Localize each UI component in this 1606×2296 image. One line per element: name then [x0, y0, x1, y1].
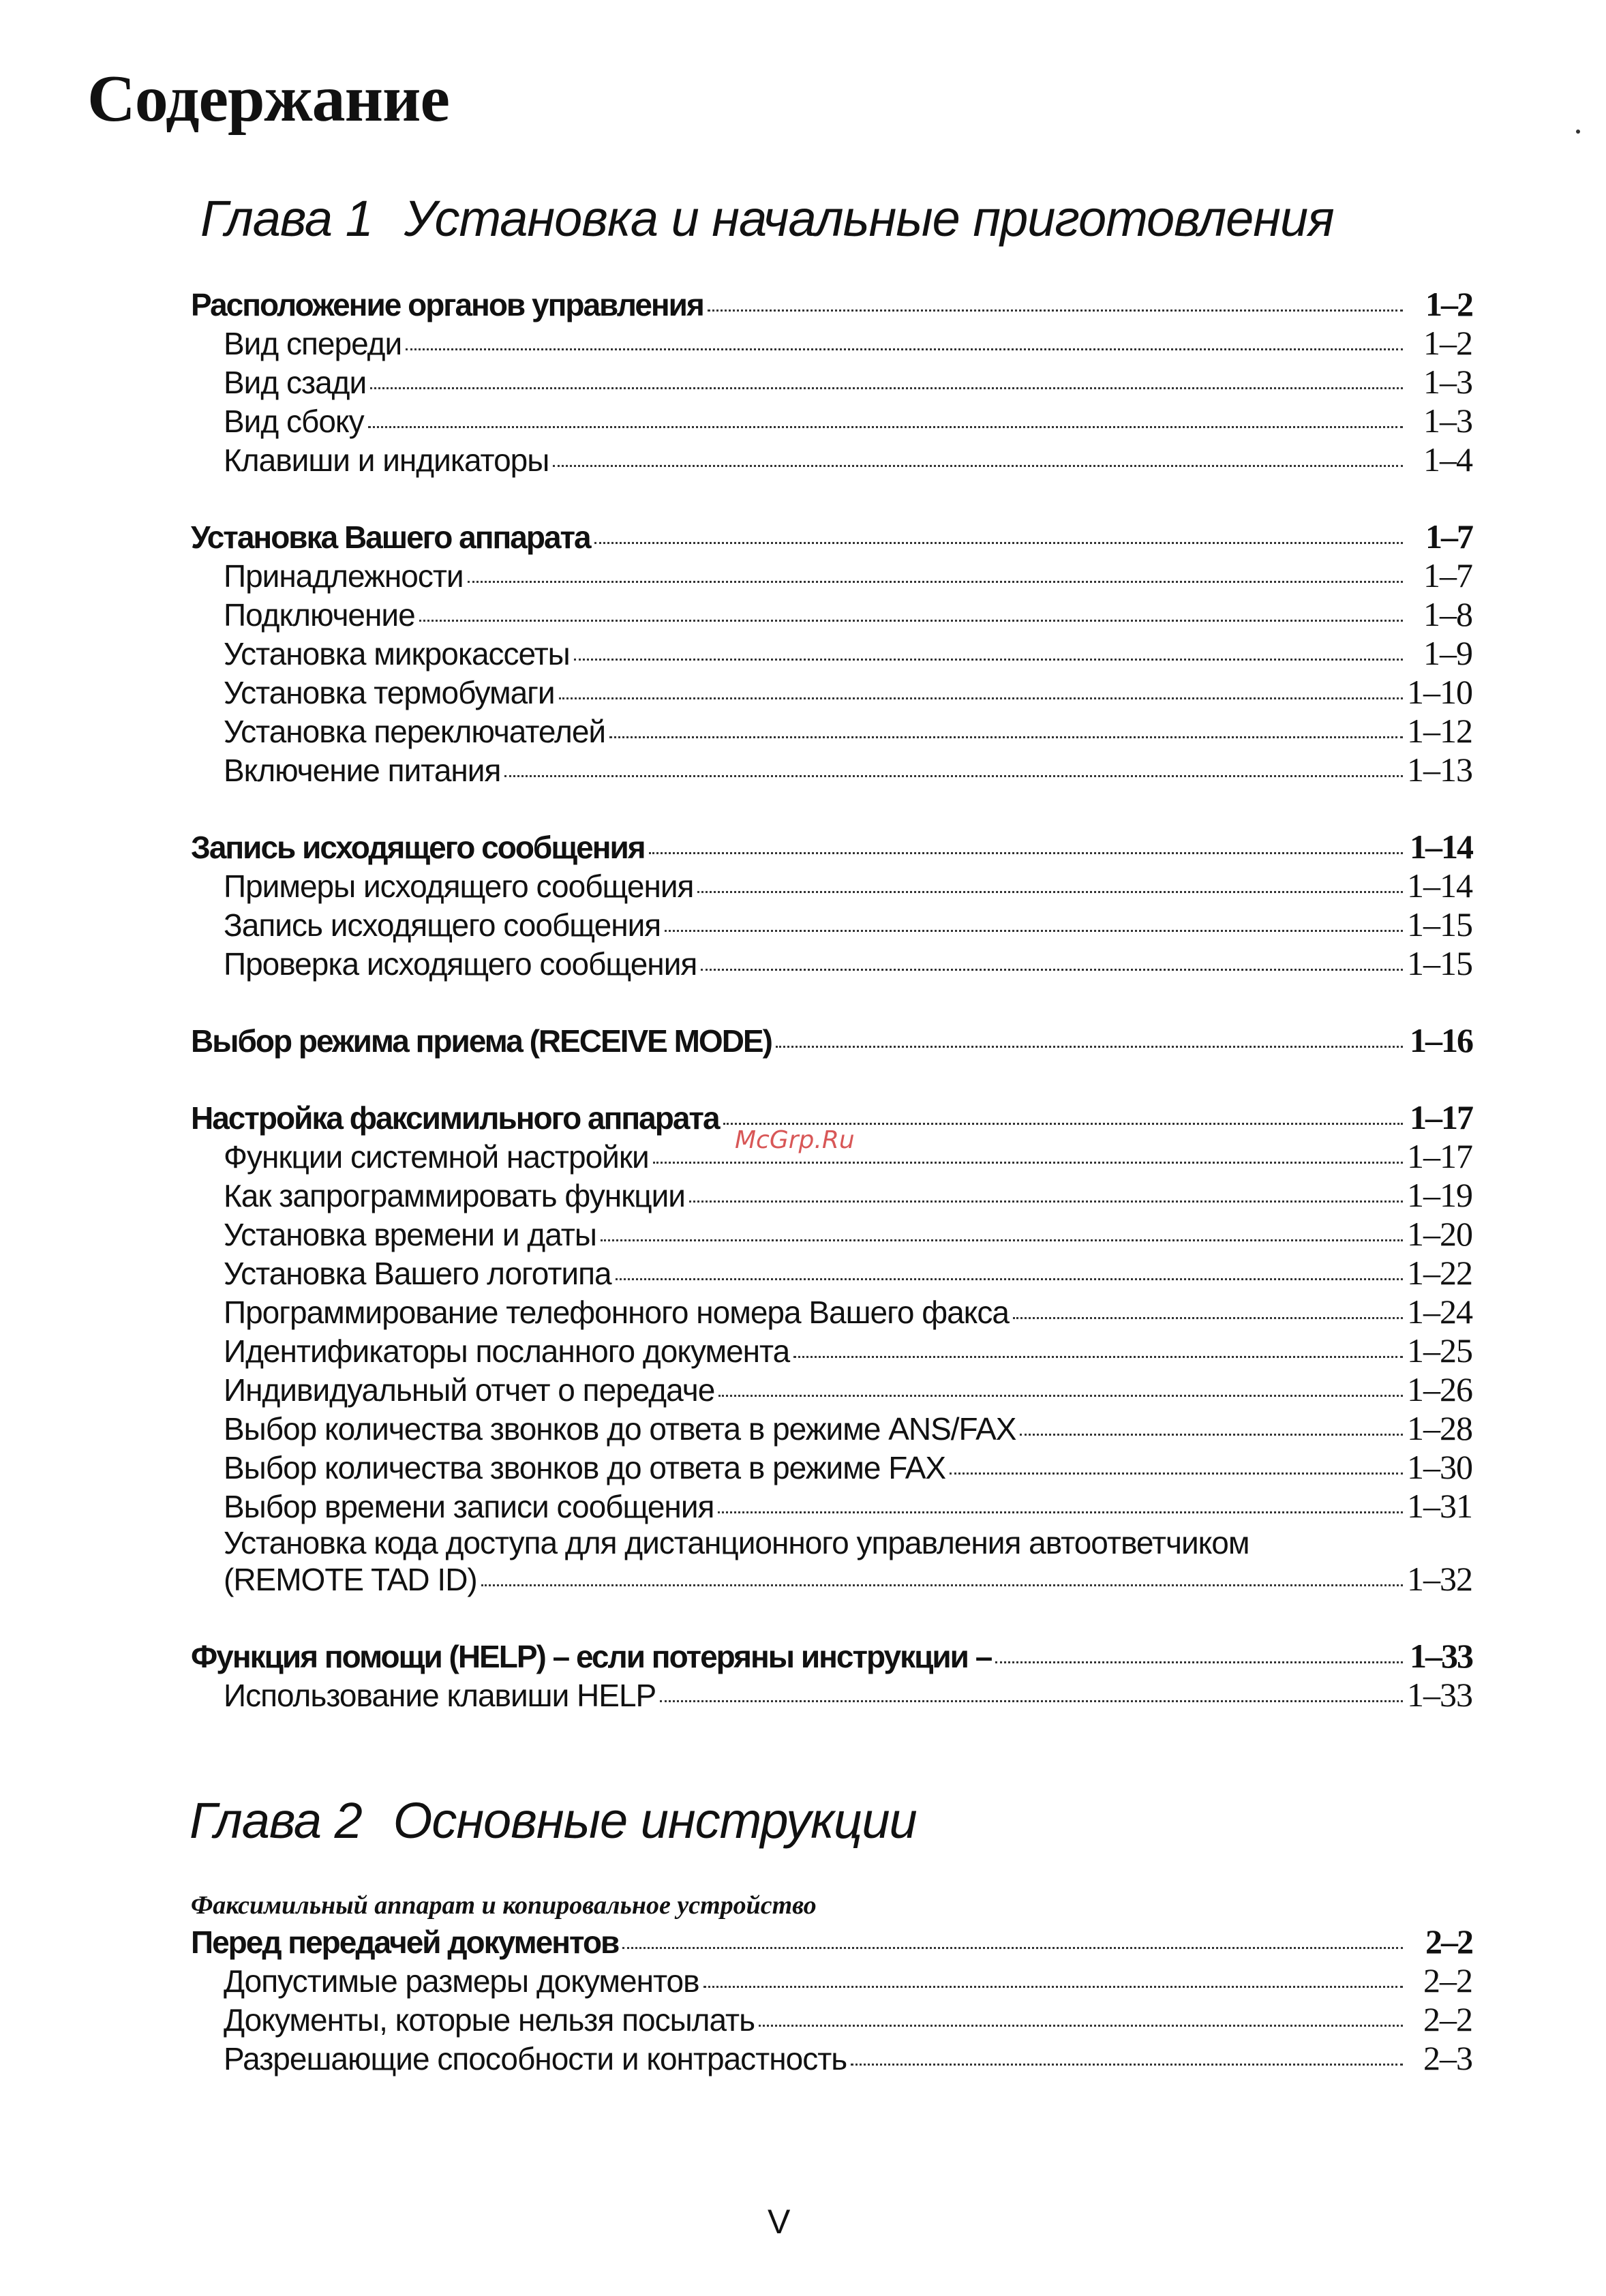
toc-heading-label: Расположение органов управления	[191, 287, 703, 322]
toc-entry[interactable]	[191, 440, 1472, 479]
chapter-2-toc	[191, 1888, 1472, 2116]
toc-page-number: 1–25	[1407, 1331, 1472, 1370]
toc-section	[191, 1637, 1472, 1715]
toc-entry-label: Подключение	[224, 597, 415, 633]
toc-entry[interactable]	[191, 1293, 1472, 1331]
toc-page-number: 1–19	[1407, 1176, 1472, 1214]
chapter-2-title: Основные инструкции	[393, 1792, 917, 1849]
dot-leader	[723, 1123, 1403, 1125]
toc-heading-row[interactable]	[191, 285, 1472, 324]
toc-page-number: 1–2	[1425, 285, 1472, 323]
toc-entry-label: Допустимые размеры документов	[224, 1963, 699, 1999]
chapter-1-heading	[200, 190, 1334, 247]
dot-leader	[574, 659, 1403, 661]
dot-leader	[559, 697, 1403, 699]
toc-section	[191, 1021, 1472, 1060]
toc-heading-row[interactable]	[191, 517, 1472, 556]
toc-page-number: 1–9	[1423, 634, 1472, 672]
toc-entry[interactable]	[191, 1448, 1472, 1487]
dot-leader	[703, 1986, 1403, 1988]
toc-entry[interactable]	[191, 1487, 1472, 1526]
page-title: Содержание	[87, 62, 450, 136]
dot-leader	[1020, 1434, 1403, 1436]
toc-page-number: 2–3	[1423, 2039, 1472, 2077]
dot-leader	[649, 852, 1403, 854]
toc-page-number: 1–28	[1407, 1409, 1472, 1447]
toc-entry-wrapped-line1[interactable]	[191, 1526, 1472, 1560]
toc-section	[191, 828, 1472, 983]
toc-entry-label: Вид сзади	[224, 365, 367, 400]
dot-leader	[601, 1239, 1403, 1241]
toc-entry[interactable]	[191, 905, 1472, 944]
toc-page-number: 1–15	[1407, 944, 1472, 982]
toc-entry-label: Установка Вашего логотипа	[224, 1256, 611, 1291]
toc-entry[interactable]	[191, 1370, 1472, 1409]
dot-leader	[718, 1395, 1403, 1397]
toc-entry-label: Идентификаторы посланного документа	[224, 1333, 790, 1369]
toc-entry[interactable]	[191, 556, 1472, 595]
dot-leader	[609, 736, 1403, 738]
toc-entry-label: Вид спереди	[224, 326, 402, 361]
dot-leader	[622, 1947, 1403, 1949]
toc-entry-label: Установка микрокассеты	[224, 636, 570, 671]
toc-entry-label: Установка времени и даты	[224, 1217, 596, 1252]
dot-leader	[406, 348, 1403, 350]
toc-entry[interactable]	[191, 1676, 1472, 1715]
dot-leader	[1013, 1317, 1403, 1319]
toc-entry[interactable]	[191, 1409, 1472, 1448]
toc-entry[interactable]	[191, 712, 1472, 751]
toc-entry[interactable]	[191, 324, 1472, 363]
toc-entry-label: Документы, которые нельзя посылать	[224, 2002, 755, 2038]
toc-heading-label: Перед передачей документов	[191, 1924, 619, 1960]
toc-section	[191, 1098, 1472, 1599]
chapter-1-number: Глава 1	[200, 190, 373, 247]
toc-entry-label: Как запрограммировать функции	[224, 1178, 685, 1213]
dot-leader	[708, 309, 1403, 312]
toc-heading-label: Запись исходящего сообщения	[191, 830, 645, 865]
toc-page-number: 1–20	[1407, 1215, 1472, 1253]
toc-entry[interactable]	[191, 1176, 1472, 1215]
toc-entry-label: Запись исходящего сообщения	[224, 907, 661, 943]
dot-leader	[481, 1584, 1403, 1586]
toc-page-number: 1–4	[1423, 440, 1472, 479]
toc-entry[interactable]	[191, 595, 1472, 634]
toc-entry-label: Разрешающие способности и контрастность	[224, 2041, 847, 2076]
toc-page-number: 1–7	[1425, 517, 1472, 556]
toc-entry-label: Принадлежности	[224, 558, 464, 594]
toc-entry[interactable]	[191, 866, 1472, 905]
toc-entry-label: Выбор количества звонков до ответа в режиме FAX	[224, 1450, 946, 1485]
toc-heading-row[interactable]	[191, 828, 1472, 866]
toc-page-number: 2–2	[1423, 2000, 1472, 2038]
toc-entry-label: Программирование телефонного номера Вашего факса	[224, 1295, 1009, 1330]
dot-leader	[419, 620, 1403, 622]
toc-heading-row[interactable]	[191, 1922, 1472, 1961]
chapter-2-number: Глава 2	[190, 1792, 362, 1849]
toc-page-number: 1–22	[1407, 1254, 1472, 1292]
watermark: McGrp.Ru	[735, 1126, 855, 1154]
toc-page-number: 1–15	[1407, 905, 1472, 943]
toc-page-number: 1–3	[1423, 402, 1472, 440]
dot-leader	[370, 387, 1403, 389]
toc-entry[interactable]	[191, 363, 1472, 402]
toc-entry[interactable]	[191, 673, 1472, 712]
toc-entry[interactable]	[191, 2039, 1472, 2078]
dot-leader	[697, 891, 1403, 893]
toc-page-number: 1–10	[1407, 673, 1472, 711]
toc-page-number: 1–14	[1410, 828, 1472, 866]
toc-entry-label: Проверка исходящего сообщения	[224, 946, 697, 982]
dot-leader	[950, 1472, 1403, 1475]
toc-entry-label: Примеры исходящего сообщения	[224, 868, 694, 904]
toc-entry-label: Клавиши и индикаторы	[224, 442, 549, 478]
toc-page-number: 1–12	[1407, 712, 1472, 750]
toc-page-number: 1–32	[1407, 1560, 1472, 1598]
toc-page-number: 1–13	[1407, 751, 1472, 789]
toc-entry-label: Установка переключателей	[224, 714, 606, 749]
toc-page-number: 1–24	[1407, 1293, 1472, 1331]
toc-entry-label: Выбор количества звонков до ответа в режиме ANS/FAX	[224, 1411, 1016, 1447]
toc-entry[interactable]	[191, 751, 1472, 789]
dot-leader	[594, 542, 1403, 544]
toc-entry[interactable]	[191, 1215, 1472, 1254]
dot-leader	[793, 1356, 1403, 1358]
chapter-1-title: Установка и начальные приготовления	[404, 190, 1334, 247]
dot-leader	[653, 1162, 1403, 1164]
toc-entry-label: Индивидуальный отчет о передаче	[224, 1372, 715, 1408]
toc-entry-label: Использование клавиши HELP	[224, 1678, 656, 1713]
dot-leader	[689, 1200, 1403, 1203]
toc-page-number: 1–16	[1410, 1021, 1472, 1059]
toc-entry-label: Установка кода доступа для дистанционного управления автоответчиком	[224, 1525, 1249, 1560]
toc-entry-label: Включение питания	[224, 753, 501, 788]
toc-entry-wrapped-line2[interactable]	[191, 1560, 1472, 1599]
dot-leader	[368, 426, 1403, 428]
toc-section	[191, 1922, 1472, 2078]
dot-leader	[995, 1661, 1403, 1663]
toc-heading-label: Установка Вашего аппарата	[191, 519, 590, 555]
dot-leader	[759, 2025, 1403, 2027]
toc-section	[191, 517, 1472, 789]
toc-page-number: 1–26	[1407, 1370, 1472, 1408]
toc-page-number: 2–2	[1425, 1922, 1472, 1961]
toc-entry-label: (REMOTE TAD ID)	[224, 1562, 477, 1597]
dot-leader	[616, 1278, 1403, 1280]
toc-entry[interactable]	[191, 402, 1472, 440]
dot-leader	[718, 1511, 1403, 1513]
toc-entry[interactable]	[191, 1254, 1472, 1293]
toc-entry-label: Вид сбоку	[224, 404, 364, 439]
toc-entry-label: Выбор времени записи сообщения	[224, 1489, 714, 1524]
toc-entry[interactable]	[191, 2000, 1472, 2039]
scan-speck	[1576, 130, 1580, 134]
toc-entry[interactable]	[191, 944, 1472, 983]
dot-leader	[851, 2064, 1403, 2066]
chapter-2-heading	[190, 1792, 917, 1849]
dot-leader	[468, 581, 1403, 583]
toc-category-label: Факсимильный аппарат и копировальное устройство	[191, 1891, 817, 1920]
dot-leader	[504, 775, 1403, 777]
toc-heading-label: Функция помощи (HELP) – если потеряны инструкции –	[191, 1639, 992, 1674]
toc-page-number: 1–17	[1410, 1098, 1472, 1136]
toc-page-number: 1–3	[1423, 363, 1472, 401]
dot-leader	[660, 1700, 1403, 1702]
toc-page-number: 1–2	[1423, 324, 1472, 362]
toc-entry[interactable]	[191, 1961, 1472, 2000]
toc-page-number: 1–30	[1407, 1448, 1472, 1486]
toc-heading-label: Выбор режима приема (RECEIVE MODE)	[191, 1023, 772, 1059]
toc-page-number: 1–7	[1423, 556, 1472, 594]
toc-heading-row[interactable]	[191, 1021, 1472, 1060]
chapter-1-toc	[191, 285, 1472, 1753]
toc-page-number: 1–14	[1407, 866, 1472, 905]
toc-page-number: 2–2	[1423, 1961, 1472, 1999]
toc-page-number: 1–33	[1407, 1676, 1472, 1714]
toc-page-number: 1–17	[1407, 1137, 1472, 1175]
dot-leader	[701, 969, 1403, 971]
dot-leader	[553, 465, 1403, 467]
toc-page-number: 1–31	[1407, 1487, 1472, 1525]
toc-section	[191, 285, 1472, 479]
page-number: V	[768, 2203, 791, 2241]
toc-page-number: 1–33	[1410, 1637, 1472, 1675]
toc-heading-label: Настройка факсимильного аппарата	[191, 1100, 719, 1136]
dot-leader	[776, 1046, 1403, 1048]
toc-heading-row[interactable]	[191, 1637, 1472, 1676]
toc-entry[interactable]	[191, 1331, 1472, 1370]
toc-entry-label: Функции системной настройки	[224, 1139, 649, 1175]
dot-leader	[665, 930, 1403, 932]
toc-entry-label: Установка термобумаги	[224, 675, 555, 710]
toc-page-number: 1–8	[1423, 595, 1472, 633]
toc-entry[interactable]	[191, 634, 1472, 673]
